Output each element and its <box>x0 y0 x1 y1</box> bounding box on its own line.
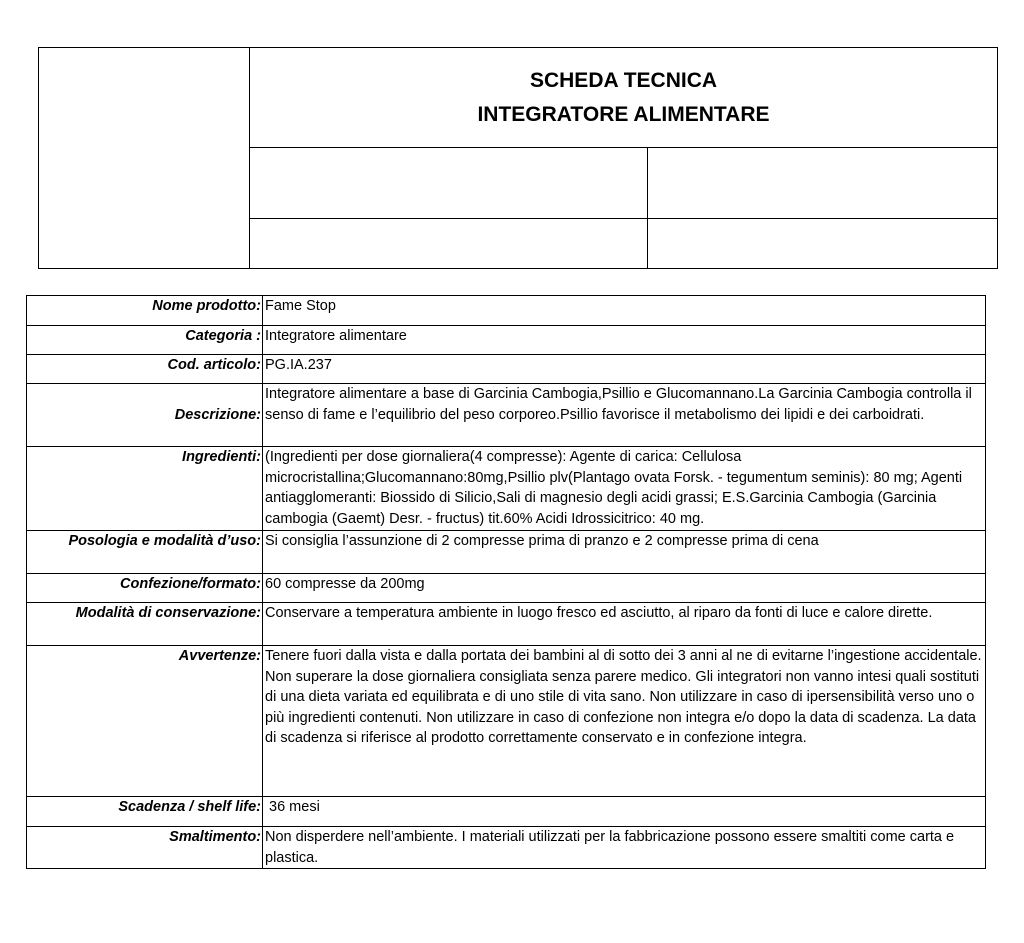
label-nome-prodotto: Nome prodotto: <box>27 296 263 326</box>
label-posologia: Posologia e modalità d’uso: <box>27 531 263 574</box>
label-categoria: Categoria : <box>27 326 263 355</box>
logo-cell <box>39 48 250 268</box>
title-cell <box>250 48 997 148</box>
label-smaltimento: Smaltimento: <box>27 827 263 869</box>
row-cod-articolo <box>27 355 986 384</box>
label-scadenza: Scadenza / shelf life: <box>27 797 263 827</box>
header-empty-row <box>250 148 997 219</box>
label-cod-articolo: Cod. articolo: <box>27 355 263 384</box>
header-empty-cell <box>250 148 648 218</box>
value-nome-prodotto: Fame Stop <box>263 296 986 326</box>
value-ingredienti: (Ingredienti per dose giornaliera(4 compresse): Agente di carica: Cellulosa microcristallina;Glucomannano:80mg,Psillio plv(Plantago ovata Forsk. - tegumentum seminis): 80 mg; Agenti antiagglomeranti: Biossido di Silicio,Sali di magnesio degli acidi grassi; E.S.Garcinia Cambogia (Garcinia cambogia (Gaemt) Desr. - fructus) tit.60% Acidi Idrossicitrico: 40 mg. <box>263 447 986 531</box>
row-posologia <box>27 531 986 574</box>
label-avvertenze: Avvertenze: <box>27 646 263 797</box>
value-cod-articolo: PG.IA.237 <box>263 355 986 384</box>
value-scadenza: 36 mesi <box>263 797 986 827</box>
document-subtitle: INTEGRATORE ALIMENTARE <box>477 102 770 126</box>
row-descrizione <box>27 384 986 447</box>
label-conservazione: Modalità di conservazione: <box>27 603 263 646</box>
header-block <box>38 47 998 269</box>
value-avvertenze: Tenere fuori dalla vista e dalla portata dei bambini al di sotto dei 3 anni al ne di evitarne l’ingestione accidentale. Non superare la dose giornaliera consigliata senza parere medico. Gli integratori non vanno intesi quali sostituti di una dieta variata ed equilibrata e di uno stile di vita sano. Non utilizzare in caso di ipersensibilità verso uno o più ingredienti contenuti. Non utilizzare in caso di confezione non integra e/o dopo la data di scadenza. La data di scadenza si riferisce al prodotto correttamente conservato e in confezione integra. <box>263 646 986 797</box>
label-descrizione: Descrizione: <box>27 384 263 447</box>
label-ingredienti: Ingredienti: <box>27 447 263 531</box>
row-confezione <box>27 574 986 603</box>
spec-table <box>26 295 986 869</box>
row-scadenza <box>27 797 986 827</box>
value-posologia: Si consiglia l’assunzione di 2 compresse prima di pranzo e 2 compresse prima di cena <box>263 531 986 574</box>
header-empty-cell <box>250 219 648 268</box>
row-nome-prodotto <box>27 296 986 326</box>
row-ingredienti <box>27 447 986 531</box>
value-confezione: 60 compresse da 200mg <box>263 574 986 603</box>
header-empty-row <box>250 219 997 268</box>
document-title: SCHEDA TECNICA <box>529 68 718 92</box>
value-smaltimento: Non disperdere nell’ambiente. I materiali utilizzati per la fabbricazione possono essere smaltiti come carta e plastica. <box>263 827 986 869</box>
row-avvertenze <box>27 646 986 797</box>
row-conservazione <box>27 603 986 646</box>
row-smaltimento <box>27 827 986 869</box>
row-categoria <box>27 326 986 355</box>
value-categoria: Integratore alimentare <box>263 326 986 355</box>
value-descrizione: Integratore alimentare a base di Garcinia Cambogia,Psillio e Glucomannano.La Garcinia Cambogia controlla il senso di fame e l’equilibrio del peso corporeo.Psillio favorisce il metabolismo dei lipidi e dei carboidrati. <box>263 384 986 447</box>
label-confezione: Confezione/formato: <box>27 574 263 603</box>
value-conservazione: Conservare a temperatura ambiente in luogo fresco ed asciutto, al riparo da fonti di luce e calore dirette. <box>263 603 986 646</box>
